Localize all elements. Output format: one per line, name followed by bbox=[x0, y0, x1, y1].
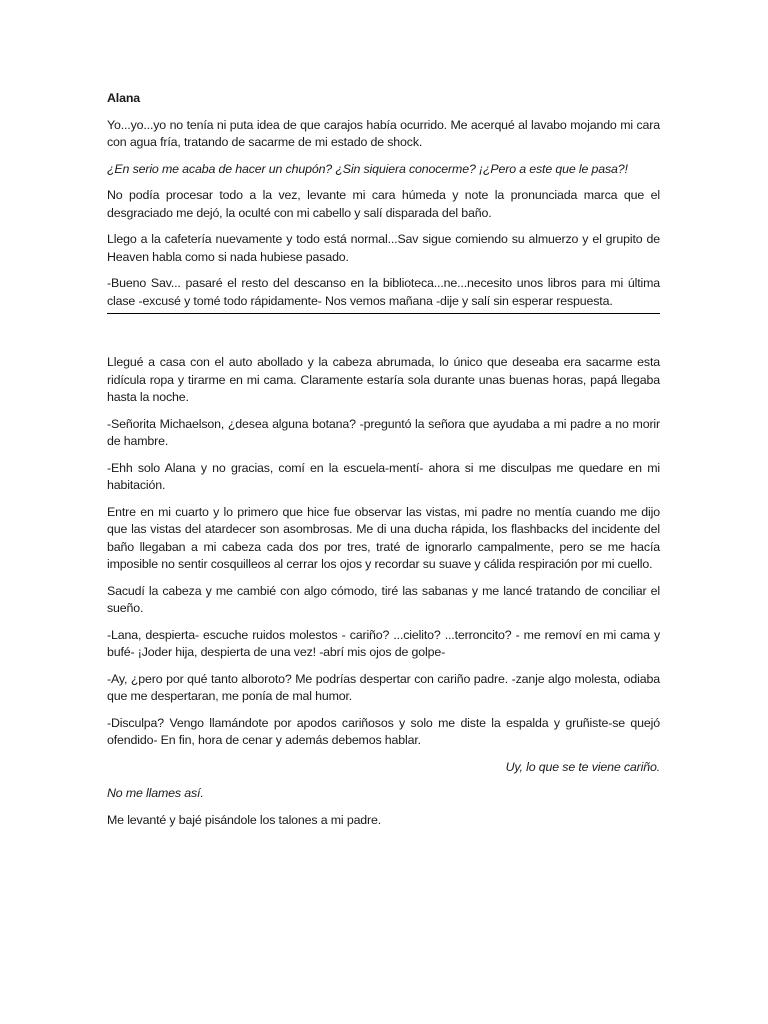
paragraph: No podía procesar todo a la vez, levante mi cara húmeda y note la pronunciada marca que el desgraciado me dejó, la oculté con mi cabello y salí disparada del baño. bbox=[107, 188, 660, 220]
paragraph-italic-right: Uy, lo que se te viene cariño. bbox=[505, 759, 660, 774]
paragraph-italic: No me llames así. bbox=[107, 786, 204, 800]
paragraph: Entre en mi cuarto y lo primero que hice fue observar las vistas, mi padre no mentía cuando me dijo que las vistas del atardecer son asombrosas. Me di una ducha rápida, los flashbacks del incidente del baño llegaban a mi cabeza cada dos por tres, traté de ignorarlo campalmente, pero se me hacía imposible no sentir cosquilleos al cerrar los ojos y recordar su suave y cálida respiración por mi cuello. bbox=[107, 504, 660, 571]
paragraph: Sacudí la cabeza y me cambié con algo cómodo, tiré las sabanas y me lancé tratando de conciliar el sueño. bbox=[107, 583, 660, 615]
section-divider bbox=[107, 313, 660, 314]
paragraph: -Ay, ¿pero por qué tanto alboroto? Me podrías despertar con cariño padre. -zanje algo molesta, odiaba que me despertaran, me ponía de mal humor. bbox=[107, 671, 660, 703]
paragraph: -Lana, despierta- escuche ruidos molestos - cariño? ...cielito? ...terroncito? - me removí en mi cama y bufé- ¡Joder hija, despierta de una vez! -abrí mis ojos de golpe- bbox=[107, 627, 660, 659]
chapter-heading: Alana bbox=[107, 91, 140, 105]
paragraph: Llego a la cafetería nuevamente y todo está normal...Sav sigue comiendo su almuerzo y el grupito de Heaven habla como si nada hubiese pasado. bbox=[107, 232, 660, 264]
paragraph: -Bueno Sav... pasaré el resto del descanso en la biblioteca...ne...necesito unos libros para mi última clase -excusé y tomé todo rápidamente- Nos vemos mañana -dije y salí sin esperar respuesta. bbox=[107, 276, 660, 308]
paragraph: Yo...yo...yo no tenía ni puta idea de que carajos había ocurrido. Me acerqué al lavabo mojando mi cara con agua fría, tratando de sacarme de mi estado de shock. bbox=[107, 117, 660, 149]
paragraph: Me levanté y bajé pisándole los talones a mi padre. bbox=[107, 812, 382, 827]
paragraph: Llegué a casa con el auto abollado y la cabeza abrumada, lo único que deseaba era sacarme esta ridícula ropa y tirarme en mi cama. Claramente estaría sola durante unas buenas horas, papá llegaba hasta la noche. bbox=[107, 355, 660, 404]
paragraph: -Señorita Michaelson, ¿desea alguna botana? -preguntó la señora que ayudaba a mi padre a no morir de hambre. bbox=[107, 416, 660, 448]
paragraph: -Disculpa? Vengo llamándote por apodos cariñosos y solo me diste la espalda y gruñiste-se quejó ofendido- En fin, hora de cenar y además debemos hablar. bbox=[107, 715, 660, 747]
document-page bbox=[107, 90, 660, 838]
paragraph: -Ehh solo Alana y no gracias, comí en la escuela-mentí- ahora si me disculpas me quedare en mi habitación. bbox=[107, 460, 660, 492]
paragraph-italic: ¿En serio me acaba de hacer un chupón? ¿Sin siquiera conocerme? ¡¿Pero a este que le pasa?! bbox=[107, 161, 628, 176]
